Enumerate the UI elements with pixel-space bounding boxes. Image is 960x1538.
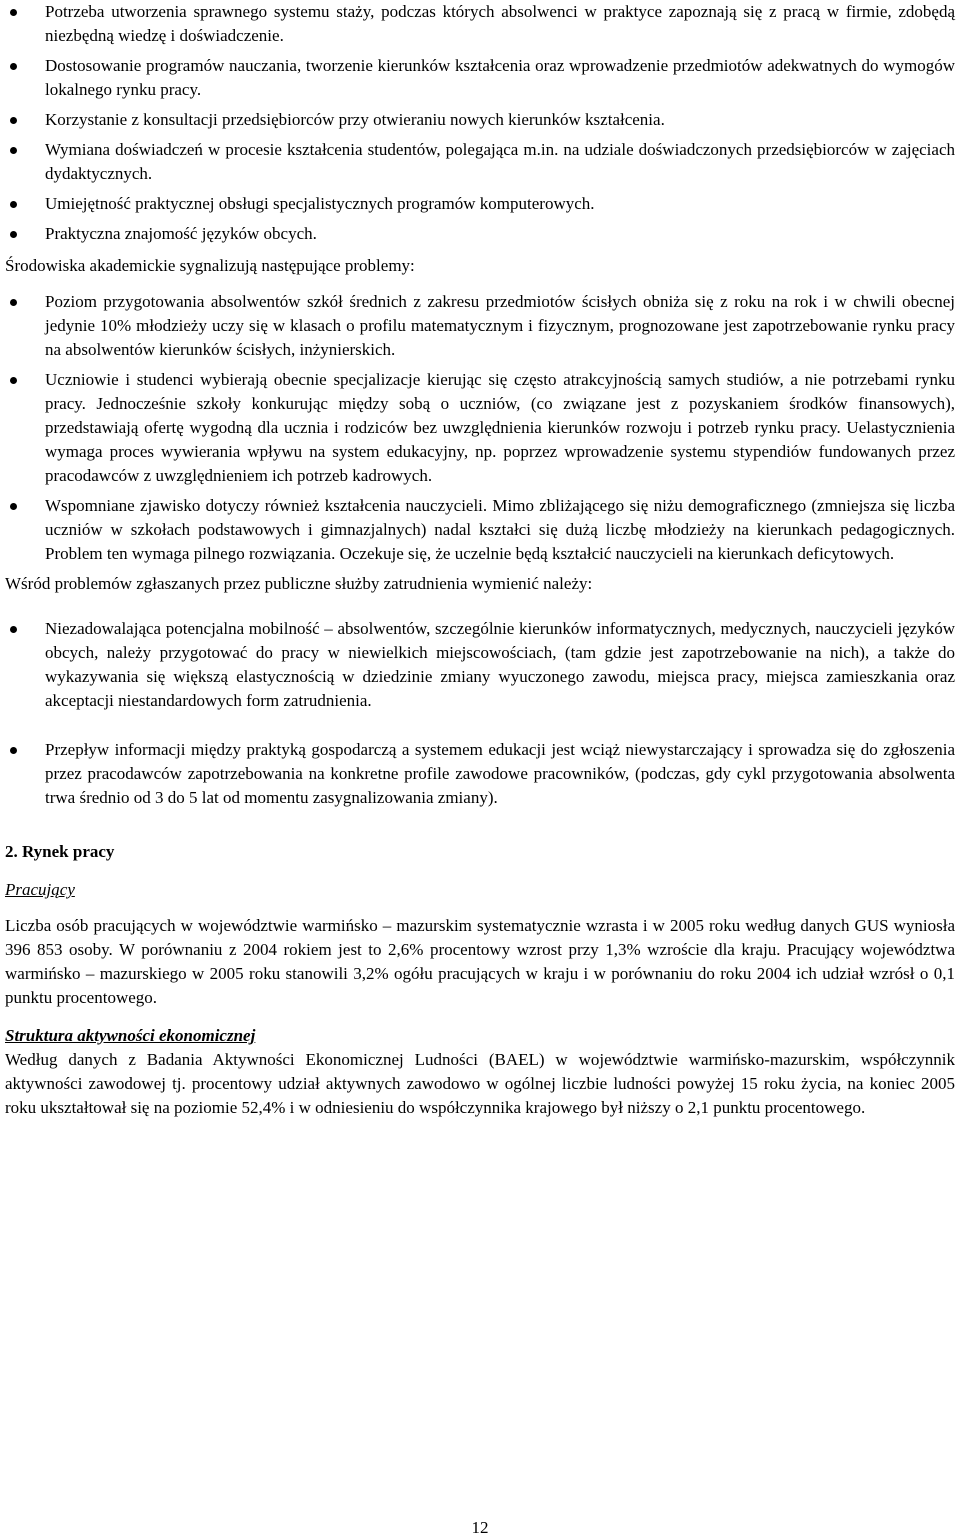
recommendations-list bbox=[5, 0, 955, 246]
subsection-title-activity: Struktura aktywności ekonomicznej bbox=[5, 1026, 256, 1045]
list-item: Dostosowanie programów nauczania, tworzenie kierunków kształcenia oraz wprowadzenie przedmiotów adekwatnych do wymogów lokalnego rynku pracy. bbox=[5, 54, 955, 102]
list-item: Przepływ informacji między praktyką gospodarczą a systemem edukacji jest wciąż niewystarczający i sprowadza się do zgłoszenia przez pracodawców zapotrzebowania na konkretne profile zawodowe pracowników, (podczas, gdy cykl przygotowania absolwenta trwa średnio od 3 do 5 lat od momentu zasygnalizowania zmiany). bbox=[5, 738, 955, 810]
list-item: Uczniowie i studenci wybierają obecnie specjalizacje kierując się często atrakcyjnością samych studiów, a nie potrzebami rynku pracy. Jednocześnie szkoły konkurując między sobą o uczniów, (co związane jest z pozyskaniem środków finansowych), przedstawiają ofertę wygodną dla ucznia i rodziców bez uwzględnienia kierunków rozwoju i potrzeb rynku pracy. Uelastycznienia wymaga proces wywierania wpływu na system edukacyjny, np. poprzez wprowadzenie systemu stypendiów fundowanych przez pracodawców z uwzględnieniem ich potrzeb kadrowych. bbox=[5, 368, 955, 488]
list-item: Korzystanie z konsultacji przedsiębiorców przy otwieraniu nowych kierunków kształcenia. bbox=[5, 108, 955, 132]
activity-paragraph: Według danych z Badania Aktywności Ekonomicznej Ludności (BAEL) w województwie warmińsko-mazurskim, współczynnik aktywności zawodowej tj. procentowy udział aktywnych zawodowo w ogólnej liczbie ludności powyżej 15 roku życia, na koniec 2005 roku ukształtował się na poziomie 52,4% i w odniesieniu do współczynnika krajowego był niższy o 2,1 punktu procentowego. bbox=[5, 1050, 955, 1117]
page-number: 12 bbox=[471, 1518, 489, 1537]
list-item: Praktyczna znajomość języków obcych. bbox=[5, 222, 955, 246]
section-heading: 2. Rynek pracy bbox=[5, 842, 115, 861]
page-content bbox=[5, 0, 955, 1120]
employment-services-intro: Wśród problemów zgłaszanych przez publiczne służby zatrudnienia wymienić należy: bbox=[5, 574, 593, 593]
list-item: Wspomniane zjawisko dotyczy również kształcenia nauczycieli. Mimo zbliżającego się niżu demograficznego (zmniejsza się liczba uczniów w szkołach podstawowych i gimnazjalnych) nadal kształci się dużą liczbę młodzieży na kierunkach pedagogicznych. Problem ten wymaga pilnego rozwiązania. Oczekuje się, że uczelnie będą kształcić nauczycieli na kierunkach deficytowych. bbox=[5, 494, 955, 566]
list-item: Wymiana doświadczeń w procesie kształcenia studentów, polegająca m.in. na udziale doświadczonych przedsiębiorców w zajęciach dydaktycznych. bbox=[5, 138, 955, 186]
academic-problems-list bbox=[5, 290, 955, 566]
employment-services-list bbox=[5, 617, 955, 810]
list-item: Poziom przygotowania absolwentów szkół średnich z zakresu przedmiotów ścisłych obniża się z roku na rok i w chwili obecnej jedynie 10% młodzieży uczy się w klasach o profilu matematycznym i fizycznym, prognozowane jest zapotrzebowanie rynku pracy na absolwentów kierunków ścisłych, inżynierskich. bbox=[5, 290, 955, 362]
academic-problems-intro: Środowiska akademickie sygnalizują następujące problemy: bbox=[5, 256, 415, 275]
list-item: Niezadowalająca potencjalna mobilność – absolwentów, szczególnie kierunków informatycznych, medycznych, nauczycieli języków obcych, należy przygotować do pracy w niewielkich miejscowościach, (tam gdzie jest zapotrzebowanie na nich), a także do wykazywania się większą elastycznością w dziedzinie zmiany wyuczonego zawodu, miejsca pracy, miejsca zamieszkania oraz akceptacji niestandardowych form zatrudnienia. bbox=[5, 617, 955, 713]
list-item: Umiejętność praktycznej obsługi specjalistycznych programów komputerowych. bbox=[5, 192, 955, 216]
subsection-title-employed: Pracujący bbox=[5, 880, 75, 899]
employed-paragraph: Liczba osób pracujących w województwie warmińsko – mazurskim systematycznie wzrasta i w 2005 roku według danych GUS wyniosła 396 853 osoby. W porównaniu z 2004 rokiem jest to 2,6% procentowy wzrost przy 1,3% wzroście dla kraju. Pracujący województwa warmińsko – mazurskiego w 2005 roku stanowili 3,2% ogółu pracujących w kraju i w porównaniu do roku 2004 ich udział wzrósł o 0,1 punktu procentowego. bbox=[5, 916, 955, 1007]
list-item: Potrzeba utworzenia sprawnego systemu staży, podczas których absolwenci w praktyce zapoznają się z pracą w firmie, zdobędą niezbędną wiedzę i doświadczenie. bbox=[5, 0, 955, 48]
